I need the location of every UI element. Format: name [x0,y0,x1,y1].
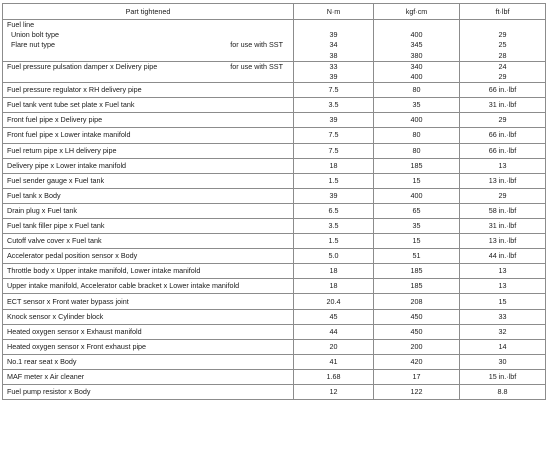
fuel-line-flare-label: Flare nut type [11,40,55,50]
table-row [3,128,546,143]
kgf-cell: 35 [374,98,460,113]
header-nm: N·m [294,4,374,20]
table-row [3,218,546,233]
fuel-line-kgf-spacer [378,20,455,30]
fuel-line-ft-spacer [464,20,541,30]
header-part-tightened: Part tightened [3,4,294,20]
ft-lbf-cell: 14 [460,339,546,354]
damper-label-line [7,62,289,72]
nm-cell: 7.5 [294,128,374,143]
nm-cell: 3.5 [294,218,374,233]
kgf-cell: 80 [374,143,460,158]
table-row [3,264,546,279]
kgf-cell: 122 [374,385,460,400]
header-ft-lbf: ft·lbf [460,4,546,20]
nm-cell: 7.5 [294,143,374,158]
ft-lbf-cell: 33 [460,309,546,324]
fuel-line-nm-spacer [298,20,369,30]
table-row [3,354,546,369]
kgf-cell: 450 [374,309,460,324]
part-cell: ECT sensor x Front water bypass joint [3,294,294,309]
nm-cell: 18 [294,279,374,294]
table-row [3,324,546,339]
ft-lbf-cell: 13 in.·lbf [460,173,546,188]
kgf-cell: 51 [374,249,460,264]
nm-cell: 45 [294,309,374,324]
fuel-line-union-label: Union bolt type [11,30,59,40]
nm-cell: 1.5 [294,173,374,188]
part-cell: Heated oxygen sensor x Front exhaust pipe [3,339,294,354]
part-cell: Throttle body x Upper intake manifold, Lower intake manifold [3,264,294,279]
part-cell: Knock sensor x Cylinder block [3,309,294,324]
nm-cell: 44 [294,324,374,339]
table-row [3,158,546,173]
nm-cell: 39 [294,113,374,128]
kgf-cell: 15 [374,234,460,249]
damper-kgf-cell [374,61,460,82]
nm-cell: 3.5 [294,98,374,113]
table-row [3,369,546,384]
ft-lbf-cell: 13 [460,264,546,279]
damper-ft-cell [460,61,546,82]
damper-ft-value: 29 [498,71,507,81]
fuel-line-nm-value: 38 [329,50,338,60]
table-row [3,249,546,264]
table-header-row [3,4,546,20]
damper-nm-cell [294,61,374,82]
nm-cell: 7.5 [294,83,374,98]
ft-lbf-cell: 13 in.·lbf [460,234,546,249]
ft-lbf-cell: 58 in.·lbf [460,203,546,218]
ft-lbf-cell: 44 in.·lbf [460,249,546,264]
kgf-cell: 420 [374,354,460,369]
kgf-cell: 80 [374,128,460,143]
part-cell: Accelerator pedal position sensor x Body [3,249,294,264]
fuel-line-kgf-value: 345 [410,40,423,50]
part-cell: Front fuel pipe x Lower intake manifold [3,128,294,143]
damper-kgf-value: 340 [410,61,423,71]
table-row [3,309,546,324]
ft-lbf-cell: 29 [460,188,546,203]
kgf-cell: 208 [374,294,460,309]
damper-nm-value: 33 [329,61,338,71]
part-cell: Fuel sender gauge x Fuel tank [3,173,294,188]
table-row [3,173,546,188]
nm-cell: 6.5 [294,203,374,218]
table-row [3,279,546,294]
damper-part-cell [3,61,294,82]
table-row [3,143,546,158]
part-cell: Delivery pipe x Lower intake manifold [3,158,294,173]
ft-lbf-cell: 8.8 [460,385,546,400]
part-cell: Front fuel pipe x Delivery pipe [3,113,294,128]
ft-lbf-cell: 31 in.·lbf [460,98,546,113]
damper-blank-line [7,72,289,82]
ft-lbf-cell: 15 [460,294,546,309]
part-cell: Cutoff valve cover x Fuel tank [3,234,294,249]
fuel-line-kgf-value: 380 [410,50,423,60]
kgf-cell: 450 [374,324,460,339]
part-cell: Fuel tank filler pipe x Fuel tank [3,218,294,233]
kgf-cell: 200 [374,339,460,354]
nm-cell: 5.0 [294,249,374,264]
part-cell: Drain plug x Fuel tank [3,203,294,218]
nm-cell: 1.5 [294,234,374,249]
ft-lbf-cell: 15 in.·lbf [460,369,546,384]
fuel-line-nm-value: 39 [329,30,338,40]
fuel-line-title: Fuel line [7,20,35,29]
ft-lbf-cell: 66 in.·lbf [460,143,546,158]
part-cell: Fuel tank vent tube set plate x Fuel tank [3,98,294,113]
ft-lbf-cell: 13 [460,279,546,294]
fuel-line-nm-value: 34 [329,40,338,50]
part-cell: Fuel return pipe x LH delivery pipe [3,143,294,158]
nm-cell: 1.68 [294,369,374,384]
nm-cell: 20 [294,339,374,354]
kgf-cell: 15 [374,173,460,188]
nm-cell: 39 [294,188,374,203]
fuel-line-sst-note: for use with SST [230,40,283,50]
kgf-cell: 185 [374,158,460,173]
kgf-cell: 400 [374,113,460,128]
part-cell: Fuel tank x Body [3,188,294,203]
fuel-line-ft-cell [460,20,546,62]
kgf-cell: 400 [374,188,460,203]
part-cell: MAF meter x Air cleaner [3,369,294,384]
fuel-line-blank-line [7,51,289,61]
kgf-cell: 185 [374,264,460,279]
part-cell: Fuel pump resistor x Body [3,385,294,400]
fuel-line-flare-line [7,40,289,50]
kgf-cell: 17 [374,369,460,384]
part-cell: Heated oxygen sensor x Exhaust manifold [3,324,294,339]
fuel-line-ft-value: 25 [498,40,507,50]
fuel-line-nm-cell [294,20,374,62]
ft-lbf-cell: 66 in.·lbf [460,128,546,143]
table-row-fuel-line [3,20,546,62]
fuel-line-kgf-value: 400 [410,30,423,40]
table-row [3,113,546,128]
damper-nm-value: 39 [329,71,338,81]
fuel-line-ft-value: 29 [498,30,507,40]
damper-label: Fuel pressure pulsation damper x Delivery pipe [7,61,158,71]
ft-lbf-cell: 31 in.·lbf [460,218,546,233]
ft-lbf-cell: 30 [460,354,546,369]
table-row [3,203,546,218]
damper-ft-value: 24 [498,61,507,71]
header-kgf-cm: kgf·cm [374,4,460,20]
table-row [3,339,546,354]
table-row [3,385,546,400]
damper-sst-note: for use with SST [230,61,283,71]
nm-cell: 41 [294,354,374,369]
nm-cell: 18 [294,264,374,279]
table-row [3,234,546,249]
table-row [3,294,546,309]
kgf-cell: 65 [374,203,460,218]
part-cell: No.1 rear seat x Body [3,354,294,369]
torque-spec-table [2,3,546,400]
table-row [3,83,546,98]
kgf-cell: 35 [374,218,460,233]
table-row-pulsation-damper [3,61,546,82]
ft-lbf-cell: 66 in.·lbf [460,83,546,98]
damper-kgf-value: 400 [410,71,423,81]
table-row [3,188,546,203]
fuel-line-ft-value: 28 [498,50,507,60]
part-cell: Fuel pressure regulator x RH delivery pipe [3,83,294,98]
ft-lbf-cell: 32 [460,324,546,339]
nm-cell: 20.4 [294,294,374,309]
fuel-line-part-cell [3,20,294,62]
ft-lbf-cell: 29 [460,113,546,128]
table-row [3,98,546,113]
kgf-cell: 80 [374,83,460,98]
ft-lbf-cell: 13 [460,158,546,173]
nm-cell: 18 [294,158,374,173]
kgf-cell: 185 [374,279,460,294]
part-cell: Upper intake manifold, Accelerator cable bracket x Lower intake manifold [3,279,294,294]
nm-cell: 12 [294,385,374,400]
fuel-line-kgf-cell [374,20,460,62]
